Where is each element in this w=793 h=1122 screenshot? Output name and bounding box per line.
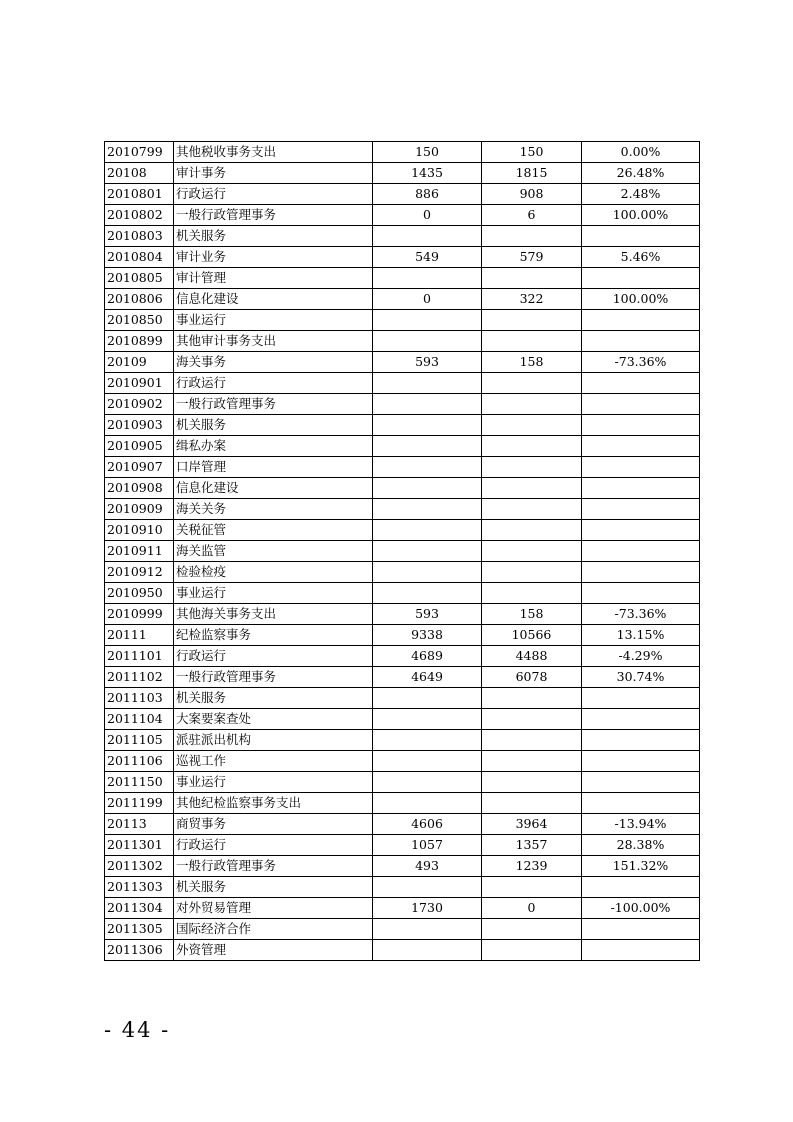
table-row	[105, 793, 700, 814]
cell-name: 机关服务	[174, 226, 373, 247]
cell-change-pct: -73.36%	[582, 352, 700, 373]
cell-code: 2011303	[105, 877, 174, 898]
cell-code: 20108	[105, 163, 174, 184]
cell-code: 2010803	[105, 226, 174, 247]
cell-prev-amount: 593	[373, 604, 482, 625]
cell-name: 派驻派出机构	[174, 730, 373, 751]
table-row	[105, 415, 700, 436]
cell-curr-amount: 3964	[482, 814, 582, 835]
cell-change-pct	[582, 415, 700, 436]
cell-code: 2010899	[105, 331, 174, 352]
cell-prev-amount	[373, 415, 482, 436]
cell-name: 机关服务	[174, 415, 373, 436]
cell-name: 商贸事务	[174, 814, 373, 835]
table-row	[105, 772, 700, 793]
cell-prev-amount	[373, 709, 482, 730]
cell-prev-amount	[373, 940, 482, 961]
table-row	[105, 499, 700, 520]
cell-prev-amount: 1730	[373, 898, 482, 919]
cell-curr-amount: 579	[482, 247, 582, 268]
cell-curr-amount: 158	[482, 604, 582, 625]
cell-curr-amount: 322	[482, 289, 582, 310]
table-row	[105, 205, 700, 226]
cell-change-pct: -100.00%	[582, 898, 700, 919]
cell-code: 2010911	[105, 541, 174, 562]
cell-prev-amount: 0	[373, 289, 482, 310]
table-row	[105, 436, 700, 457]
cell-code: 2011302	[105, 856, 174, 877]
cell-code: 20113	[105, 814, 174, 835]
cell-code: 2010950	[105, 583, 174, 604]
cell-change-pct: -4.29%	[582, 646, 700, 667]
table-row	[105, 709, 700, 730]
cell-name: 对外贸易管理	[174, 898, 373, 919]
cell-code: 2010850	[105, 310, 174, 331]
cell-change-pct	[582, 436, 700, 457]
cell-prev-amount: 549	[373, 247, 482, 268]
cell-code: 2011105	[105, 730, 174, 751]
table-row	[105, 646, 700, 667]
cell-curr-amount: 1357	[482, 835, 582, 856]
cell-code: 2011304	[105, 898, 174, 919]
cell-change-pct: -13.94%	[582, 814, 700, 835]
cell-code: 2010912	[105, 562, 174, 583]
cell-code: 2011150	[105, 772, 174, 793]
cell-name: 大案要案查处	[174, 709, 373, 730]
table-row	[105, 142, 700, 163]
table-row	[105, 583, 700, 604]
table-row	[105, 919, 700, 940]
cell-curr-amount	[482, 562, 582, 583]
cell-prev-amount: 4689	[373, 646, 482, 667]
cell-curr-amount	[482, 394, 582, 415]
cell-code: 2011101	[105, 646, 174, 667]
cell-code: 2011104	[105, 709, 174, 730]
cell-code: 2010905	[105, 436, 174, 457]
table-row	[105, 625, 700, 646]
cell-prev-amount	[373, 730, 482, 751]
cell-prev-amount	[373, 436, 482, 457]
cell-change-pct	[582, 541, 700, 562]
cell-curr-amount: 0	[482, 898, 582, 919]
cell-name: 审计管理	[174, 268, 373, 289]
cell-curr-amount: 1815	[482, 163, 582, 184]
cell-prev-amount	[373, 520, 482, 541]
cell-name: 机关服务	[174, 877, 373, 898]
cell-code: 2010806	[105, 289, 174, 310]
cell-curr-amount	[482, 877, 582, 898]
cell-curr-amount	[482, 373, 582, 394]
cell-prev-amount	[373, 499, 482, 520]
cell-change-pct: 100.00%	[582, 289, 700, 310]
cell-curr-amount: 10566	[482, 625, 582, 646]
cell-change-pct	[582, 226, 700, 247]
cell-code: 20111	[105, 625, 174, 646]
cell-prev-amount	[373, 373, 482, 394]
cell-curr-amount	[482, 709, 582, 730]
cell-change-pct: 151.32%	[582, 856, 700, 877]
cell-prev-amount	[373, 583, 482, 604]
cell-name: 行政运行	[174, 835, 373, 856]
cell-change-pct	[582, 562, 700, 583]
cell-change-pct: 5.46%	[582, 247, 700, 268]
cell-curr-amount: 6	[482, 205, 582, 226]
cell-prev-amount	[373, 541, 482, 562]
cell-name: 国际经济合作	[174, 919, 373, 940]
cell-name: 检验检疫	[174, 562, 373, 583]
cell-curr-amount: 6078	[482, 667, 582, 688]
cell-name: 行政运行	[174, 184, 373, 205]
cell-change-pct	[582, 730, 700, 751]
cell-curr-amount	[482, 499, 582, 520]
table-row	[105, 268, 700, 289]
cell-curr-amount: 4488	[482, 646, 582, 667]
cell-prev-amount	[373, 772, 482, 793]
cell-curr-amount	[482, 751, 582, 772]
cell-prev-amount	[373, 310, 482, 331]
table-row	[105, 688, 700, 709]
cell-curr-amount: 158	[482, 352, 582, 373]
cell-prev-amount	[373, 226, 482, 247]
cell-curr-amount	[482, 436, 582, 457]
cell-name: 其他审计事务支出	[174, 331, 373, 352]
table-row	[105, 940, 700, 961]
table-row	[105, 730, 700, 751]
cell-code: 2011103	[105, 688, 174, 709]
cell-change-pct	[582, 919, 700, 940]
cell-code: 20109	[105, 352, 174, 373]
cell-change-pct	[582, 709, 700, 730]
cell-code: 2010909	[105, 499, 174, 520]
cell-change-pct: 26.48%	[582, 163, 700, 184]
cell-curr-amount	[482, 730, 582, 751]
cell-prev-amount	[373, 877, 482, 898]
cell-prev-amount: 150	[373, 142, 482, 163]
cell-change-pct	[582, 373, 700, 394]
cell-code: 2010907	[105, 457, 174, 478]
cell-change-pct	[582, 793, 700, 814]
cell-code: 2010902	[105, 394, 174, 415]
cell-name: 纪检监察事务	[174, 625, 373, 646]
cell-prev-amount	[373, 751, 482, 772]
cell-code: 2010801	[105, 184, 174, 205]
table-body	[105, 142, 700, 961]
cell-prev-amount	[373, 793, 482, 814]
cell-prev-amount: 593	[373, 352, 482, 373]
cell-prev-amount: 1057	[373, 835, 482, 856]
table-row	[105, 331, 700, 352]
cell-prev-amount	[373, 394, 482, 415]
cell-code: 2010802	[105, 205, 174, 226]
cell-curr-amount	[482, 793, 582, 814]
cell-name: 一般行政管理事务	[174, 856, 373, 877]
cell-curr-amount	[482, 541, 582, 562]
cell-code: 2010901	[105, 373, 174, 394]
table-row	[105, 898, 700, 919]
table-row	[105, 835, 700, 856]
cell-change-pct	[582, 394, 700, 415]
cell-prev-amount: 1435	[373, 163, 482, 184]
table-row	[105, 289, 700, 310]
cell-curr-amount: 908	[482, 184, 582, 205]
table-row	[105, 814, 700, 835]
table-row	[105, 163, 700, 184]
cell-change-pct	[582, 499, 700, 520]
cell-curr-amount	[482, 331, 582, 352]
cell-name: 一般行政管理事务	[174, 205, 373, 226]
cell-change-pct	[582, 583, 700, 604]
cell-prev-amount: 493	[373, 856, 482, 877]
cell-prev-amount	[373, 919, 482, 940]
cell-change-pct: 28.38%	[582, 835, 700, 856]
cell-name: 其他税收事务支出	[174, 142, 373, 163]
cell-change-pct	[582, 478, 700, 499]
cell-change-pct	[582, 310, 700, 331]
cell-change-pct	[582, 688, 700, 709]
cell-change-pct	[582, 268, 700, 289]
cell-curr-amount	[482, 919, 582, 940]
cell-name: 信息化建设	[174, 289, 373, 310]
cell-curr-amount	[482, 940, 582, 961]
cell-name: 事业运行	[174, 772, 373, 793]
cell-name: 一般行政管理事务	[174, 394, 373, 415]
cell-name: 审计业务	[174, 247, 373, 268]
cell-prev-amount	[373, 331, 482, 352]
table-row	[105, 562, 700, 583]
table-row	[105, 478, 700, 499]
cell-code: 2010804	[105, 247, 174, 268]
cell-curr-amount	[482, 688, 582, 709]
table-row	[105, 226, 700, 247]
cell-code: 2010903	[105, 415, 174, 436]
cell-curr-amount	[482, 583, 582, 604]
table-row	[105, 520, 700, 541]
cell-code: 2010799	[105, 142, 174, 163]
cell-name: 口岸管理	[174, 457, 373, 478]
cell-prev-amount: 9338	[373, 625, 482, 646]
cell-change-pct: 2.48%	[582, 184, 700, 205]
page-number: - 44 -	[104, 1018, 171, 1042]
cell-name: 外资管理	[174, 940, 373, 961]
cell-prev-amount: 4606	[373, 814, 482, 835]
cell-curr-amount	[482, 226, 582, 247]
table-row	[105, 310, 700, 331]
table-row	[105, 751, 700, 772]
cell-change-pct	[582, 772, 700, 793]
cell-name: 行政运行	[174, 373, 373, 394]
cell-name: 海关关务	[174, 499, 373, 520]
cell-prev-amount	[373, 688, 482, 709]
cell-code: 2010999	[105, 604, 174, 625]
cell-change-pct	[582, 457, 700, 478]
cell-change-pct	[582, 940, 700, 961]
cell-prev-amount	[373, 457, 482, 478]
cell-name: 其他纪检监察事务支出	[174, 793, 373, 814]
cell-name: 一般行政管理事务	[174, 667, 373, 688]
cell-name: 信息化建设	[174, 478, 373, 499]
cell-name: 事业运行	[174, 310, 373, 331]
cell-prev-amount	[373, 562, 482, 583]
table-row	[105, 352, 700, 373]
cell-change-pct: 100.00%	[582, 205, 700, 226]
table-row	[105, 541, 700, 562]
cell-change-pct: 30.74%	[582, 667, 700, 688]
cell-name: 机关服务	[174, 688, 373, 709]
cell-code: 2011306	[105, 940, 174, 961]
cell-change-pct	[582, 520, 700, 541]
cell-curr-amount	[482, 520, 582, 541]
cell-code: 2011199	[105, 793, 174, 814]
cell-name: 缉私办案	[174, 436, 373, 457]
table-row	[105, 457, 700, 478]
cell-change-pct	[582, 877, 700, 898]
budget-table	[104, 141, 700, 961]
cell-name: 海关监管	[174, 541, 373, 562]
cell-code: 2010910	[105, 520, 174, 541]
cell-name: 巡视工作	[174, 751, 373, 772]
cell-name: 行政运行	[174, 646, 373, 667]
cell-curr-amount: 150	[482, 142, 582, 163]
cell-prev-amount: 4649	[373, 667, 482, 688]
table-row	[105, 856, 700, 877]
cell-prev-amount: 0	[373, 205, 482, 226]
cell-code: 2010908	[105, 478, 174, 499]
table-row	[105, 373, 700, 394]
table-row	[105, 604, 700, 625]
cell-change-pct: 0.00%	[582, 142, 700, 163]
cell-name: 海关事务	[174, 352, 373, 373]
cell-curr-amount: 1239	[482, 856, 582, 877]
cell-curr-amount	[482, 310, 582, 331]
cell-code: 2011106	[105, 751, 174, 772]
cell-curr-amount	[482, 478, 582, 499]
table-row	[105, 877, 700, 898]
cell-name: 审计事务	[174, 163, 373, 184]
cell-code: 2011102	[105, 667, 174, 688]
cell-curr-amount	[482, 268, 582, 289]
table-row	[105, 247, 700, 268]
cell-curr-amount	[482, 457, 582, 478]
cell-change-pct: -73.36%	[582, 604, 700, 625]
cell-curr-amount	[482, 772, 582, 793]
cell-code: 2010805	[105, 268, 174, 289]
cell-change-pct	[582, 751, 700, 772]
cell-code: 2011301	[105, 835, 174, 856]
cell-prev-amount	[373, 478, 482, 499]
cell-name: 事业运行	[174, 583, 373, 604]
cell-name: 关税征管	[174, 520, 373, 541]
cell-prev-amount: 886	[373, 184, 482, 205]
table-row	[105, 394, 700, 415]
cell-change-pct: 13.15%	[582, 625, 700, 646]
cell-code: 2011305	[105, 919, 174, 940]
table-row	[105, 667, 700, 688]
table-row	[105, 184, 700, 205]
cell-curr-amount	[482, 415, 582, 436]
cell-prev-amount	[373, 268, 482, 289]
cell-name: 其他海关事务支出	[174, 604, 373, 625]
cell-change-pct	[582, 331, 700, 352]
